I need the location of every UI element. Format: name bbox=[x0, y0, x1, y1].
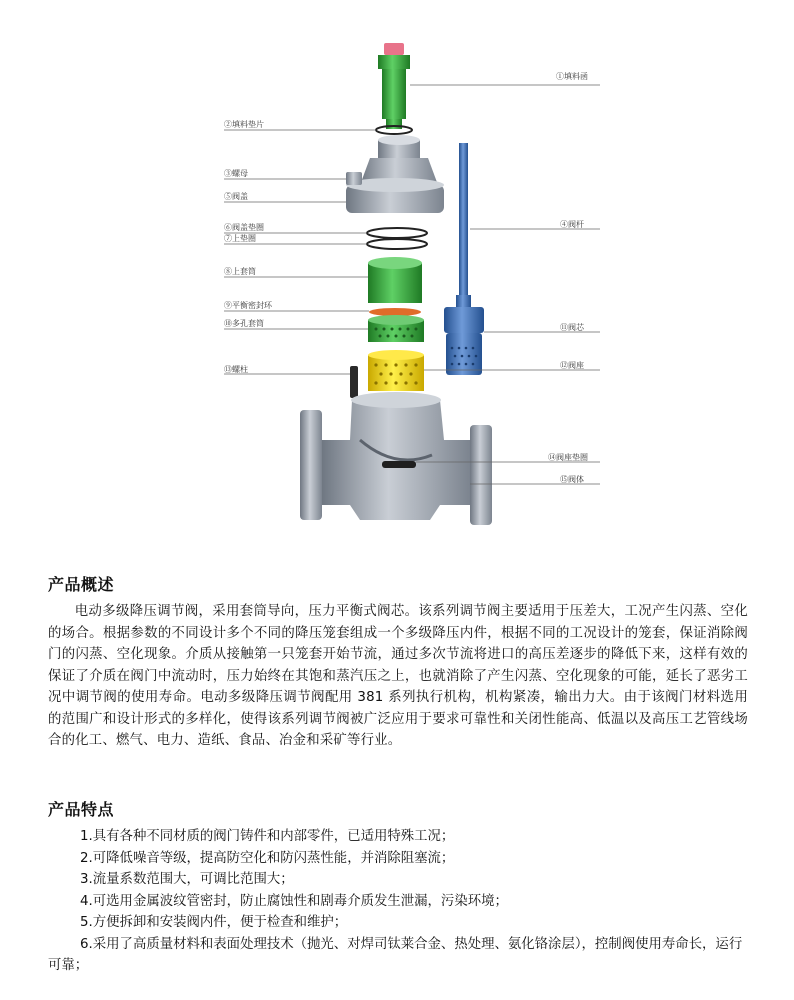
valve-body-part bbox=[300, 392, 492, 525]
label-balance-seal-ring: ⑨平衡密封环 bbox=[224, 301, 272, 310]
plug-part bbox=[444, 307, 484, 375]
feature-item: 5.方便拆卸和安装阀内件，便于检查和维护； bbox=[80, 915, 348, 930]
upper-gasket-part bbox=[367, 239, 427, 249]
overview-paragraph: 电动多级降压调节阀，采用套筒导向，压力平衡式阀芯。该系列调节阀主要适用于压差大，工况产生闪蒸、空化的场合。根据参数的不同设计多个不同的降压笼套组成一个多级降压内件，根据不同的工况设计的笼套，保证消除阀门的闪蒸、空化现象。介质从接触第一只笼套开始节流，通过多次节流将进口的高压差逐步的降低下来，这样有效的保证了介质在阀门中流动时，压力始终在其饱和蒸汽压之上，也就消除了产生闪蒸、空化现象的可能，延长了恶劣工况中调节阀的使用寿命。电动多级降压调节阀配用 381 系列执行机构，机构紧凑，输出力大。由于该阀门材料选用的范围广和设计形式的多样化，使得该系列调节阀被广泛应用于要求可靠性和关闭性能高、低温以及高压工艺管线场合的化工、燃气、电力、造纸、食品、冶金和采矿等行业。 bbox=[48, 604, 748, 748]
overview-title: 产品概述 bbox=[48, 575, 115, 594]
feature-item: 3.流量系数范围大，可调比范围大； bbox=[80, 872, 294, 887]
label-packing-gasket: ②填料垫片 bbox=[224, 120, 264, 129]
yellow-cage-part bbox=[368, 350, 424, 391]
upper-sleeve-part bbox=[368, 257, 422, 303]
label-bonnet-gasket: ⑥阀盖垫圈 bbox=[224, 223, 264, 232]
label-seat-gasket: ⑭阀座垫圈 bbox=[548, 453, 588, 462]
label-valve-body: ⑮阀体 bbox=[560, 475, 584, 484]
label-packing-box: ①填料函 bbox=[556, 72, 588, 81]
label-plug: ⑪阀芯 bbox=[560, 323, 584, 332]
label-seat: ⑫阀座 bbox=[560, 361, 584, 370]
label-upper-gasket: ⑦上垫圈 bbox=[224, 234, 256, 243]
feature-item: 4.可选用金属波纹管密封，防止腐蚀性和剧毒介质发生泄漏，污染环境； bbox=[80, 893, 508, 909]
stud-part bbox=[350, 366, 358, 398]
label-stem: ④阀杆 bbox=[560, 220, 584, 229]
stem-part bbox=[456, 143, 471, 307]
features-list bbox=[48, 826, 748, 977]
balance-seal-ring-part bbox=[369, 308, 421, 316]
features-title: 产品特点 bbox=[48, 800, 115, 819]
packing-box-part bbox=[378, 43, 410, 129]
label-stud: ⑬螺柱 bbox=[224, 365, 248, 374]
feature-item: 2.可降低噪音等级，提高防空化和防闪蒸性能，并消除阻塞流； bbox=[80, 850, 455, 866]
feature-item: 1.具有各种不同材质的阀门铸件和内部零件，已适用特殊工况； bbox=[80, 829, 455, 844]
label-bonnet: ⑤阀盖 bbox=[224, 192, 248, 201]
perforated-sleeve-part bbox=[368, 315, 424, 342]
nut-part bbox=[346, 172, 362, 185]
label-nut: ③螺母 bbox=[224, 169, 248, 178]
label-upper-sleeve: ⑧上套筒 bbox=[224, 267, 256, 276]
bonnet-gasket-part bbox=[367, 228, 427, 238]
feature-item: 6.采用了高质量材料和表面处理技术（抛光、对焊司钛莱合金、热处理、氨化铬涂层），控制阀使用寿命长，运行可靠； bbox=[48, 936, 743, 973]
seat-gasket-part bbox=[382, 461, 416, 468]
label-perforated-sleeve: ⑩多孔套筒 bbox=[224, 319, 264, 328]
